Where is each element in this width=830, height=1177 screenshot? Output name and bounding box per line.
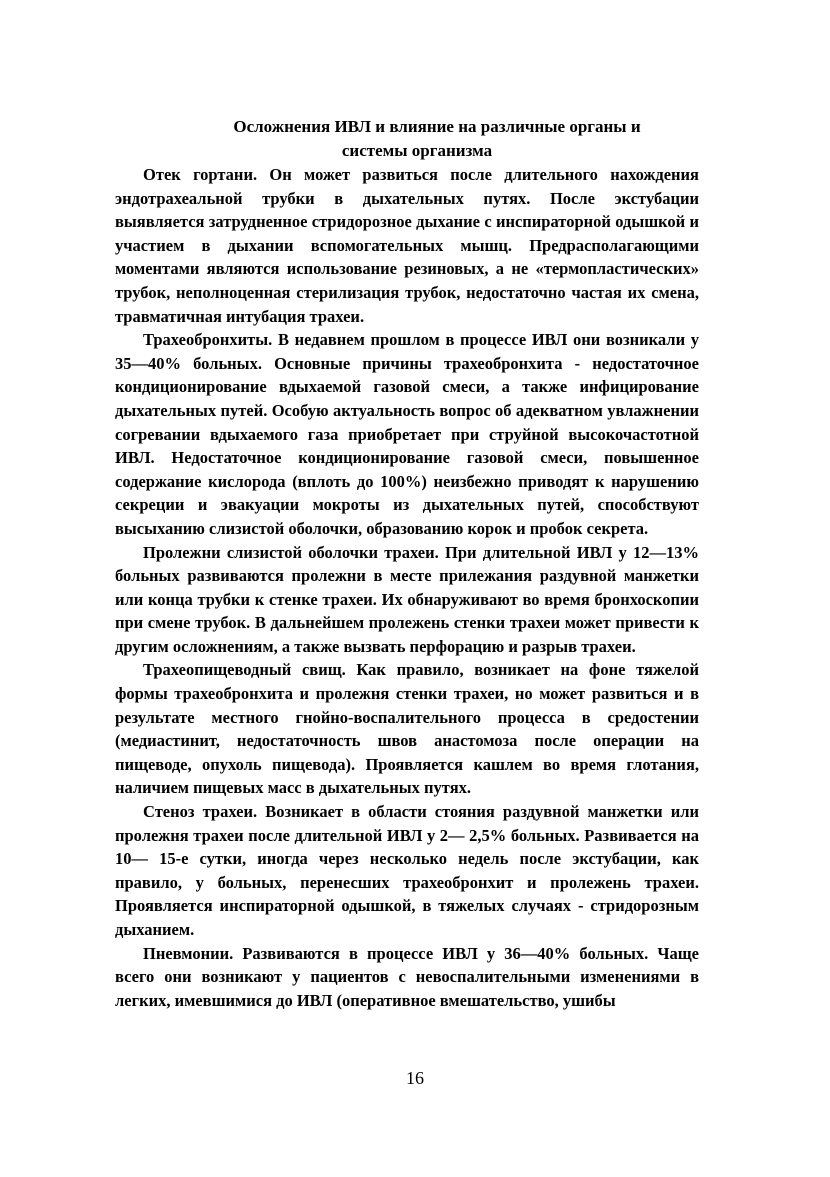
paragraph-laryngeal-edema: Отек гортани. Он может развиться после длительного нахождения эндотрахеальной трубки в дыхательных путях. После экстубации выявляется затрудненное стридорозное дыхание с инспираторной одышкой и участием в дыхании вспомогательных мышц. Предрасполагающими моментами являются использование резиновых, а не «термопластических» трубок, неполноценная стерилизация трубок, недостаточно частая их смена, травматичная интубация трахеи.: [115, 165, 699, 326]
page-content: [115, 115, 699, 1012]
paragraph-tracheal-stenosis: Стеноз трахеи. Возникает в области стояния раздувной манжетки или пролежня трахеи после длительной ИВЛ у 2— 2,5% больных. Развивается на 10— 15-е сутки, иногда через несколько недель после экстубации, как правило, у больных, перенесших трахеобронхит и пролежень трахеи. Проявляется инспираторной одышкой, в тяжелых случаях - стридорозным дыханием.: [115, 802, 699, 939]
page-number: 16: [406, 1068, 424, 1088]
paragraph-pneumonia: Пневмонии. Развиваются в процессе ИВЛ у 36—40% больных. Чаще всего они возникают у пациентов с невоспалительными изменениями в легких, имевшимися до ИВЛ (оперативное вмешательство, ушибы: [115, 943, 699, 1010]
paragraph-tracheoesophageal-fistula: Трахеопищеводный свищ. Как правило, возникает на фоне тяжелой формы трахеобронхита и пролежня стенки трахеи, но может развиться и в результате местного гнойно-воспалительного процесса в средостении (медиастинит, недостаточность швов анастомоза после операции на пищеводе, опухоль пищевода). Проявляется кашлем во время глотания, наличием пищевых масс в дыхательных путях.: [115, 660, 699, 798]
section-title-line-1: Осложнения ИВЛ и влияние на различные органы и: [233, 117, 641, 136]
paragraph-tracheal-bedsores: Пролежни слизистой оболочки трахеи. При длительной ИВЛ у 12—13% больных развиваются пролежни в месте прилежания раздувной манжетки или конца трубки к стенке трахеи. Их обнаруживают во время бронхоскопии при смене трубок. В дальнейшем пролежень стенки трахеи может привести к другим осложнениям, а также вызвать перфорацию и разрыв трахеи.: [115, 542, 699, 656]
paragraph-tracheobronchitis: Трахеобронхиты. В недавнем прошлом в процессе ИВЛ они возникали у 35—40% больных. Основные причины трахеобронхита - недостаточное кондиционирование вдыхаемой газовой смеси, а также инфицирование дыхательных путей. Особую актуальность вопрос об адекватном увлажнении согревании вдыхаемого газа приобретает при струйной высокочастотной ИВЛ. Недостаточное кондиционирование газовой смеси, повышенное содержание кислорода (вплоть до 100%) неизбежно приводят к нарушению секреции и эвакуации мокроты из дыхательных путей, способствуют высыханию слизистой оболочки, образованию корок и пробок секрета.: [115, 330, 699, 538]
section-title-line-2: системы организма: [341, 141, 493, 160]
section-title: [115, 115, 699, 163]
